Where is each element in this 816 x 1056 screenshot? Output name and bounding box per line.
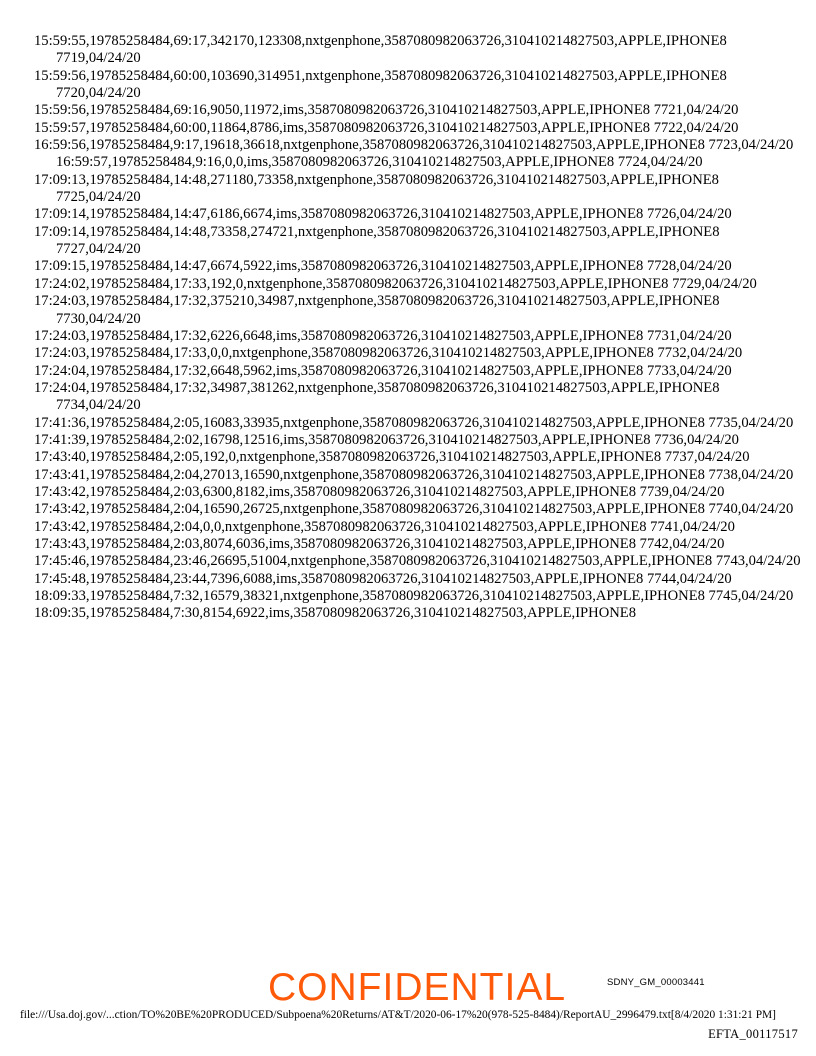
call-record-row: 17:24:02,19785258484,17:33,192,0,nxtgenphone,3587080982063726,310410214827503,APPLE,IPHONE8 7729,04/24/20 — [34, 275, 757, 292]
call-record-row: 17:43:42,19785258484,2:04,0,0,nxtgenphone,3587080982063726,310410214827503,APPLE,IPHONE8 7741,04/24/20 — [34, 518, 735, 535]
call-record-row: 17:45:48,19785258484,23:44,7396,6088,ims,3587080982063726,310410214827503,APPLE,IPHONE8 7744,04/24/20 — [34, 570, 732, 587]
call-record-row: 17:43:42,19785258484,2:03,6300,8182,ims,3587080982063726,310410214827503,APPLE,IPHONE8 7739,04/24/20 — [34, 483, 725, 500]
call-record-row: 17:09:15,19785258484,14:47,6674,5922,ims,3587080982063726,310410214827503,APPLE,IPHONE8 7728,04/24/20 — [34, 258, 732, 275]
call-record-row: 17:45:46,19785258484,23:46,26695,51004,nxtgenphone,3587080982063726,310410214827503,APPLE,IPHONE8 7743,04/24/20 — [34, 553, 801, 570]
call-record-row: 17:09:14,19785258484,14:48,73358,274721,nxtgenphone,3587080982063726,310410214827503,APPLE,IPHONE8 7727,04/24/20 — [34, 223, 720, 258]
confidential-watermark: CONFIDENTIAL — [268, 966, 567, 1009]
bates-stamp: SDNY_GM_00003441 — [607, 977, 705, 988]
call-record-row: 17:24:03,19785258484,17:32,6226,6648,ims,3587080982063726,310410214827503,APPLE,IPHONE8 7731,04/24/20 — [34, 327, 732, 344]
call-record-row: 16:59:56,19785258484,9:17,19618,36618,nxtgenphone,3587080982063726,310410214827503,APPLE,IPHONE8 7723,04/24/20 16:59:57,19785258484,9:16,0,0,ims,3587080982063726,310410214827503,APPLE,IPHONE8 7724,04/24/20 — [34, 137, 794, 171]
call-record-row: 15:59:57,19785258484,60:00,11864,8786,ims,3587080982063726,310410214827503,APPLE,IPHONE8 7722,04/24/20 — [34, 119, 739, 136]
call-record-row: 17:24:03,19785258484,17:32,375210,34987,nxtgenphone,3587080982063726,310410214827503,APPLE,IPHONE8 7730,04/24/20 — [34, 293, 720, 327]
call-record-row: 17:09:14,19785258484,14:47,6186,6674,ims,3587080982063726,310410214827503,APPLE,IPHONE8 7726,04/24/20 — [34, 206, 732, 223]
call-record-row: 17:43:43,19785258484,2:03,8074,6036,ims,3587080982063726,310410214827503,APPLE,IPHONE8 7742,04/24/20 — [34, 535, 725, 552]
call-record-row: 17:24:04,19785258484,17:32,34987,381262,nxtgenphone,3587080982063726,310410214827503,APPLE,IPHONE8 7734,04/24/20 — [34, 379, 720, 414]
call-record-row: 17:43:42,19785258484,2:04,16590,26725,nxtgenphone,3587080982063726,310410214827503,APPLE,IPHONE8 7740,04/24/20 — [34, 501, 794, 518]
call-record-row: 17:24:03,19785258484,17:33,0,0,nxtgenphone,3587080982063726,310410214827503,APPLE,IPHONE8 7732,04/24/20 — [34, 345, 743, 362]
footer-file-path: file:///Usa.doj.gov/...ction/TO%20BE%20PRODUCED/Subpoena%20Returns/AT&T/2020-06-17%20(978-525-8484)/ReportAU_2996479.txt[8/4/2020 1:31:21 PM] — [20, 1009, 776, 1021]
call-record-row: 18:09:35,19785258484,7:30,8154,6922,ims,3587080982063726,310410214827503,APPLE,IPHONE8 — [34, 605, 637, 622]
call-record-row: 17:41:36,19785258484,2:05,16083,33935,nxtgenphone,3587080982063726,310410214827503,APPLE,IPHONE8 7735,04/24/20 — [34, 414, 794, 431]
call-record-row: 18:09:33,19785258484,7:32,16579,38321,nxtgenphone,3587080982063726,310410214827503,APPLE,IPHONE8 7745,04/24/20 — [34, 588, 794, 604]
footer-document-id: EFTA_00117517 — [708, 1027, 798, 1041]
call-record-row: 15:59:56,19785258484,69:16,9050,11972,ims,3587080982063726,310410214827503,APPLE,IPHONE8 7721,04/24/20 — [34, 102, 739, 119]
call-record-row: 17:41:39,19785258484,2:02,16798,12516,ims,3587080982063726,310410214827503,APPLE,IPHONE8 7736,04/24/20 — [34, 431, 739, 448]
call-record-row: 17:09:13,19785258484,14:48,271180,73358,nxtgenphone,3587080982063726,310410214827503,APPLE,IPHONE8 7725,04/24/20 — [34, 171, 719, 206]
call-record-row: 15:59:56,19785258484,60:00,103690,314951,nxtgenphone,3587080982063726,310410214827503,APPLE,IPHONE8 7720,04/24/20 — [34, 67, 727, 102]
call-record-list — [34, 33, 804, 623]
call-record-row: 17:24:04,19785258484,17:32,6648,5962,ims,3587080982063726,310410214827503,APPLE,IPHONE8 7733,04/24/20 — [34, 362, 732, 379]
call-record-row: 17:43:41,19785258484,2:04,27013,16590,nxtgenphone,3587080982063726,310410214827503,APPLE,IPHONE8 7738,04/24/20 — [34, 466, 794, 483]
call-record-row: 15:59:55,19785258484,69:17,342170,123308,nxtgenphone,3587080982063726,310410214827503,APPLE,IPHONE8 7719,04/24/20 — [34, 33, 727, 67]
call-record-row: 17:43:40,19785258484,2:05,192,0,nxtgenphone,3587080982063726,310410214827503,APPLE,IPHONE8 7737,04/24/20 — [34, 449, 750, 466]
